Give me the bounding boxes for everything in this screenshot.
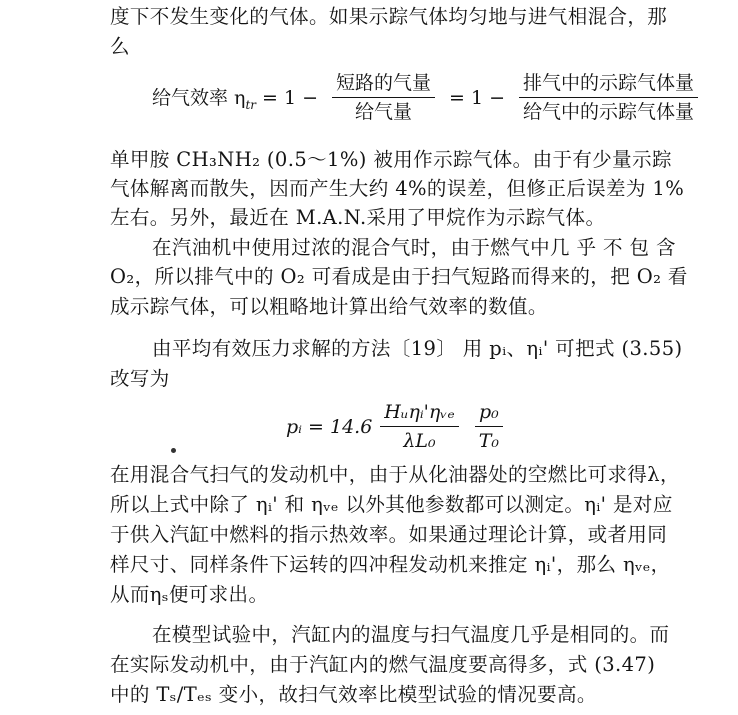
o2-line-1: 在汽油机中使用过浓的混合气时，由于燃气中几 乎 不 包 含 — [152, 236, 676, 259]
eq1-frac1-numerator: 短路的气量 — [332, 72, 435, 98]
tracer-line-1: 单甲胺 CH₃NH₂ (0.5～1%) 被用作示踪气体。由于有少量示踪 — [110, 148, 672, 171]
o2-line-2: O₂，所以排气中的 O₂ 可看成是由于扫气短路而得来的，把 O₂ 看 — [110, 265, 688, 288]
eq2-frac1-denominator: λL₀ — [403, 430, 436, 452]
scavenge-line-3: 于供入汽缸中燃料的指示热效率。如果通过理论计算，或者用同 — [110, 523, 668, 546]
eq1-equals-b: = 1 − — [449, 86, 506, 109]
eq2-frac1-numerator: Hᵤηᵢ'ηᵥₑ — [380, 401, 458, 427]
eq2-frac2-denominator: T₀ — [478, 430, 499, 452]
eq1-lhs: 给气效率 $\eta_{tr}$ — [152, 87, 256, 112]
method-line-2: 改写为 — [110, 367, 170, 390]
indicated-pressure-equation — [286, 401, 511, 452]
trapping-efficiency-equation — [152, 72, 706, 123]
method-line-1: 由平均有效压力求解的方法〔19〕 用 pᵢ、ηᵢ' 可把式 (3.55) — [152, 337, 683, 360]
intro-line-2: 么 — [110, 35, 130, 58]
model-line-1: 在模型试验中，汽缸内的温度与扫气温度几乎是相同的。而 — [152, 623, 670, 646]
eq1-fraction-tracer — [519, 72, 698, 123]
eq1-frac1-denominator: 给气量 — [355, 101, 413, 123]
eq2-fraction-main — [380, 401, 458, 452]
model-line-2: 在实际发动机中，由于汽缸内的燃气温度要高得多，式 (3.47) — [110, 653, 656, 676]
eq2-lhs: pᵢ = 14.6 — [286, 415, 373, 438]
scavenge-line-5: 从而ηₛ便可求出。 — [110, 583, 269, 606]
o2-line-3: 成示踪气体，可以粗略地计算出给气效率的数值。 — [110, 295, 548, 318]
model-line-3: 中的 Tₛ/Tₑₛ 变小，故扫气效率比模型试验的情况要高。 — [110, 683, 597, 706]
intro-line-1: 度下不发生变化的气体。如果示踪气体均匀地与进气相混合，那 — [110, 5, 668, 28]
eq1-frac2-denominator: 给气中的示踪气体量 — [523, 101, 695, 123]
tracer-line-2: 气体解离而散失，因而产生大约 4%的误差，但修正后误差为 1% — [110, 177, 685, 200]
tracer-line-3: 左右。另外，最近在 M.A.N.采用了甲烷作为示踪气体。 — [110, 206, 606, 229]
scavenge-line-1: 在用混合气扫气的发动机中，由于从化油器处的空燃比可求得λ， — [110, 463, 680, 486]
scavenge-line-2: 所以上式中除了 ηᵢ' 和 ηᵥₑ 以外其他参数都可以测定。ηᵢ' 是对应 — [110, 493, 673, 516]
stray-mark — [171, 448, 176, 453]
eq2-fraction-state — [475, 401, 503, 452]
eq1-frac2-numerator: 排气中的示踪气体量 — [519, 72, 698, 98]
eq1-fraction-gas — [332, 72, 435, 123]
scavenge-line-4: 样尺寸、同样条件下运转的四冲程发动机来推定 ηᵢ'，那么 ηᵥₑ， — [110, 553, 671, 576]
eq2-frac2-numerator: p₀ — [475, 401, 503, 427]
eq1-equals-a: = 1 − — [262, 86, 319, 109]
